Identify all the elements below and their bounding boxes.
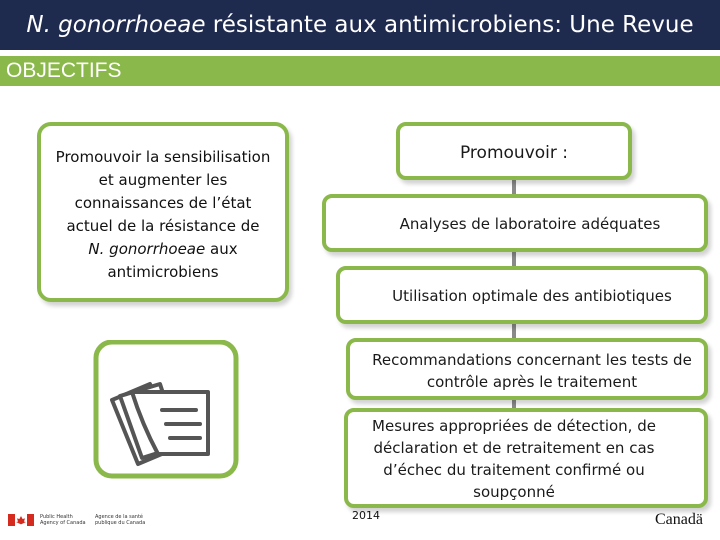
document-stack-icon <box>90 340 240 480</box>
title-rest: résistante aux antimicrobiens: Une Revue <box>205 12 694 38</box>
objective-italic: N. gonorrhoeae <box>88 240 206 258</box>
title-italic: N. gonorrhoeae <box>26 12 206 38</box>
slide-title <box>0 0 720 50</box>
agency-line: Agency of Canada <box>40 520 86 526</box>
objective-line: Promouvoir la sensibilisation <box>55 148 271 166</box>
promote-item: Utilisation optimale des antibiotiques <box>392 287 672 305</box>
agency-line: publique du Canada <box>95 520 146 526</box>
objective-line <box>37 238 289 261</box>
agency-name-fr <box>95 514 145 526</box>
agency-line: Agence de la santé <box>95 514 144 520</box>
objective-text <box>37 146 289 284</box>
objective-line: connaissances de l’état <box>74 194 252 212</box>
objective-line: actuel de la résistance de <box>66 217 260 235</box>
agency-line: Public Health <box>40 514 73 520</box>
objective-line: antimicrobiens <box>107 263 219 281</box>
promote-item: Analyses de laboratoire adéquates <box>399 215 661 233</box>
objective-line: et augmenter les <box>98 171 228 189</box>
canada-flag-icon <box>8 514 34 526</box>
promote-item: Recommandations concernant les tests de contrôle après le traitement <box>372 351 692 391</box>
promote-item: Mesures appropriées de détection, de déclaration et de retraitement en cas d’échec du traitement confirmé ou soupçonné <box>372 417 656 501</box>
section-label: OBJECTIFS <box>6 59 122 82</box>
promote-heading: Promouvoir : <box>459 143 568 163</box>
canada-wordmark: Canadä <box>655 511 703 528</box>
objective-line-rest: aux <box>205 240 238 258</box>
footer-year: 2014 <box>352 509 380 522</box>
agency-name-en <box>40 514 86 526</box>
